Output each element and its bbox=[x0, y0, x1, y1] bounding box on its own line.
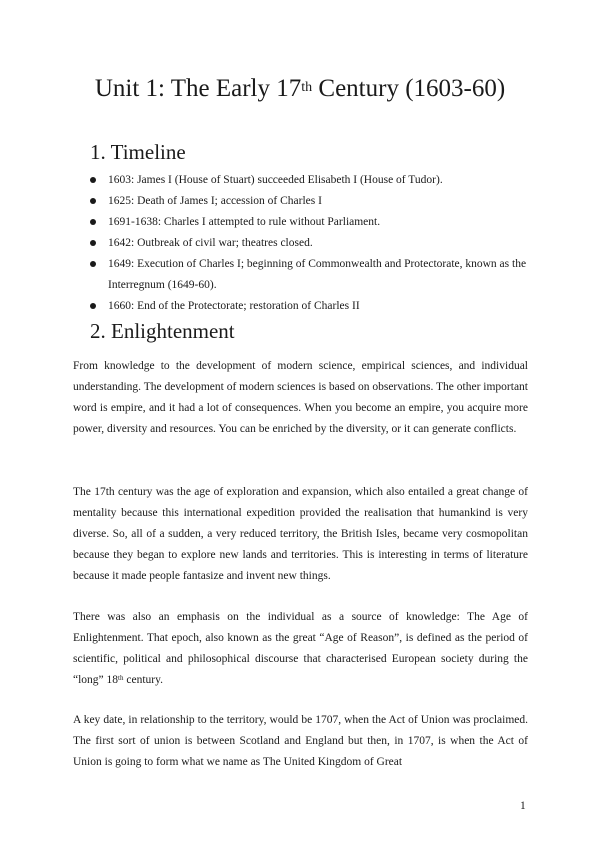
page-title: Unit 1: The Early 17th Century (1603-60) bbox=[94, 75, 506, 102]
timeline-item: 1660: End of the Protectorate; restoration of Charles II bbox=[90, 296, 530, 317]
timeline-item: 1642: Outbreak of civil war; theatres closed. bbox=[90, 233, 530, 254]
section-heading-enlightenment: 2. Enlightenment bbox=[90, 319, 235, 343]
paragraph-exploration: The 17th century was the age of exploration and expansion, which also entailed a great change of mentality because this international expedition provided the realisation that humankind is very diverse. So, all of a sudden, a very reduced territory, the British Isles, became very cosmopolitan because they began to explore new lands and territories. This is interesting in terms of literature because it made people fantasize and invent new things. bbox=[73, 486, 528, 582]
timeline-item: 1691-1638: Charles I attempted to rule without Parliament. bbox=[90, 212, 530, 233]
timeline-item: 1649: Execution of Charles I; beginning of Commonwealth and Protectorate, known as the Interregnum (1649-60). bbox=[90, 254, 530, 296]
section-heading-timeline: 1. Timeline bbox=[90, 140, 186, 164]
paragraph-knowledge: From knowledge to the development of modern science, empirical sciences, and individual understanding. The development of modern sciences is based on observations. The other important word is empire, and it had a lot of consequences. When you become an empire, you acquire more power, diversity and resources. You can be enriched by the diversity, or it can generate conflicts. bbox=[73, 360, 528, 435]
timeline-item: 1625: Death of James I; accession of Charles I bbox=[90, 191, 530, 212]
page-number: 1 bbox=[520, 800, 526, 812]
paragraph-individual: There was also an emphasis on the individual as a source of knowledge: The Age of Enlightenment. That epoch, also known as the great “Age of Reason”, is defined as the period of scientific, political and philosophical discourse that characterised European society during the “long” 18th century. bbox=[73, 611, 528, 686]
timeline-list bbox=[90, 170, 530, 317]
paragraph-act-of-union: A key date, in relationship to the territory, would be 1707, when the Act of Union was proclaimed. The first sort of union is between Scotland and England but then, in 1707, is when the Act of Union is going to form what we name as The United Kingdom of Great bbox=[73, 714, 528, 768]
timeline-item: 1603: James I (House of Stuart) succeeded Elisabeth I (House of Tudor). bbox=[90, 170, 530, 191]
title-superscript: th bbox=[301, 80, 313, 95]
